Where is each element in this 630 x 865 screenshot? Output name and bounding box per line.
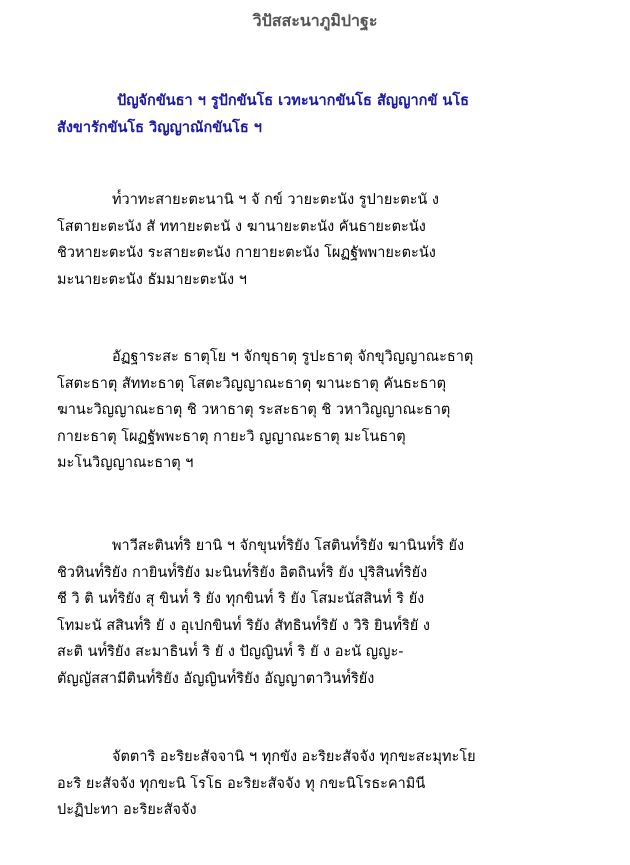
paragraph-ayatana — [57, 187, 617, 293]
text-line: ชี วิ ติ นท๎ริยัง สุ ขินท๎ ริ ยัง ทุกขินท๎ ริ ยัง โสมะนัสสินท๎ ริ ยัง — [57, 591, 425, 607]
text-line: มะโนวิญญาณะธาตุ ฯ — [57, 455, 194, 471]
text-line: ท๎วาทะสายะตะนานิ ฯ จั กข์ วายะตะนัง รูปายะตะนั ง — [112, 192, 440, 208]
text-line: อัฏฐาระสะ ธาตุโย ฯ จักขุธาตุ รูปะธาตุ จักขุวิญญาณะธาตุ — [112, 349, 474, 365]
text-line: ชิวหายะตะนัง ระสายะตะนัง กายายะตะนัง โผฏฐัพพายะตะนัง — [57, 245, 436, 261]
text-line: มะนายะตะนัง ธัมมายะตะนัง ฯ — [57, 271, 247, 288]
text-line: ตัญญัสสามีตินท๎ริยัง อัญญินท๎ริยัง อัญญาตาวินท๎ริยัง — [57, 670, 375, 687]
text-line: พาวีสะตินท๎ริ ยานิ ฯ จักขุนท๎ริยัง โสตินท๎ริยัง ฆานินท๎ริ ยัง — [112, 538, 465, 554]
text-line: สะติ นท๎ริยัง สะมาธินท๎ ริ ยั ง ปัญญินท๎ ริ ยั ง อะนั ญญะ- — [57, 644, 404, 660]
text-line: ปัญจักขันธา ฯ รูปักขันโธ เวทะนากขันโธ สัญญากขั นโธ — [117, 93, 469, 109]
text-line: จัตตาริ อะริยะสัจจานิ ฯ ทุกขัง อะริยะสัจจัง ทุกขะสะมุทะโย — [112, 749, 476, 765]
text-line: โสตายะตะนัง สั ททายะตะนั ง ฆานายะตะนัง คันธายะตะนัง — [57, 218, 426, 235]
text-line: สังขารักขันโธ วิญญาณักขันโธ ฯ — [57, 119, 262, 136]
paragraph-indriya — [57, 533, 617, 692]
page-title: วิปัสสะนาภูมิปาฐะ — [252, 11, 378, 30]
text-line: กายะธาตุ โผฏฐัพพะธาตุ กายะวิ ญญาณะธาตุ มะโนธาตุ — [57, 428, 406, 445]
text-line: ปะฏิปะทา อะริยะสัจจัง — [57, 802, 197, 818]
text-line: ฆานะวิญญาณะธาตุ ชิ วหาธาตุ ระสะธาตุ ชิ วหาวิญญาณะธาตุ — [57, 402, 451, 418]
text-line: โสตะธาตุ สัททะธาตุ โสตะวิญญาณะธาตุ ฆานะธาตุ คันธะธาตุ — [57, 375, 447, 392]
paragraph-dhatu — [57, 344, 617, 477]
text-line: อะริ ยะสัจจัง ทุกขะนิ โรโธ อะริยะสัจจัง ทุ กขะนิโรธะคามินี — [57, 775, 426, 792]
text-line: โทมะนั สสินท๎ริ ยั ง อุเปกขินท๎ ริยัง สัทธินท๎ริยั ง วิริ ยินท๎ริยั ง — [57, 617, 430, 634]
paragraph-ariyasacca — [57, 744, 617, 824]
paragraph-khandha — [57, 88, 617, 141]
text-line: ชิวหินท๎ริยัง กายินท๎ริยัง มะนินท๎ริยัง อิตถินท๎ริ ยัง ปุริสินท๎ริยัง — [57, 564, 428, 581]
